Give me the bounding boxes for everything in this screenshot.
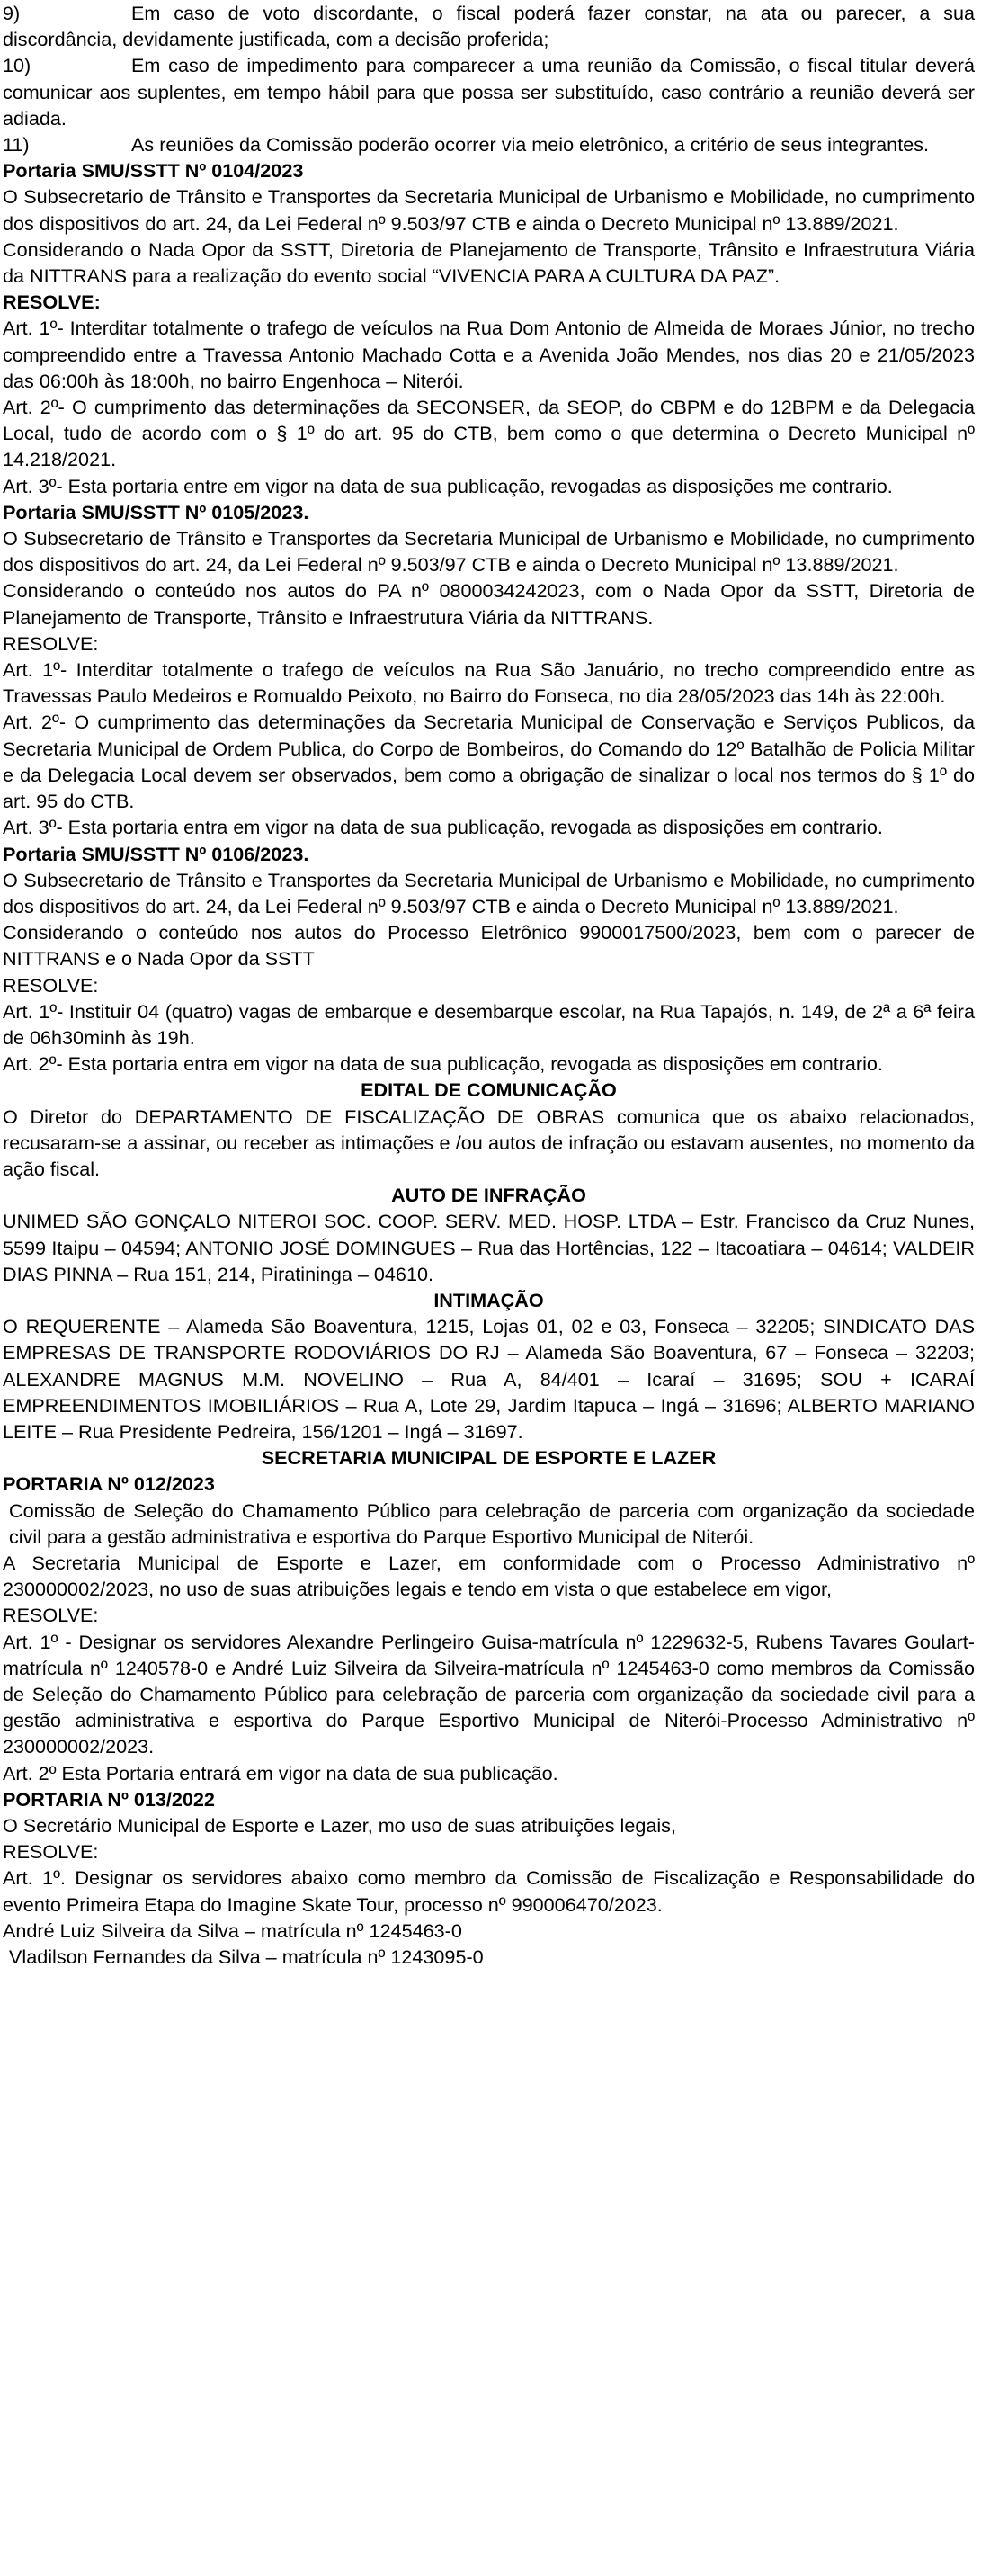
portaria-012-art1: Art. 1º - Designar os servidores Alexandre Perlingeiro Guisa-matrícula nº 1229632-5, Rubens Tavares Goulart-matrícula nº 1240578-0 e André Luiz Silveira da Silveira-matrícula nº 1245463-0 como membros da Comissão de Seleção do Chamamento Público para celebração de parceria com organização da sociedade civil para a gestão administrativa e esportiva do Parque Esportivo Municipal de Niterói-Processo Administrativo nº 230000002/2023. — [3, 1630, 975, 1758]
portaria-013-intro: O Secretário Municipal de Esporte e Lazer, mo uso de suas atribuições legais, — [3, 1814, 676, 1838]
portaria-0104-intro: O Subsecretario de Trânsito e Transportes da Secretaria Municipal de Urbanismo e Mobilidade, no cumprimento dos dispositivos do art. 24, da Lei Federal nº 9.503/97 CTB e ainda o Decreto Municipal nº 13.889/2021. — [3, 185, 975, 235]
portaria-0105-art3: Art. 3º- Esta portaria entra em vigor na data de sua publicação, revogada as disposições em contrario. — [3, 816, 883, 839]
portaria-0106-considerando: Considerando o conteúdo nos autos do Processo Eletrônico 9900017500/2023, bem com o parecer de NITTRANS e o Nada Opor da SSTT — [3, 921, 975, 970]
list-item: 11) As reuniões da Comissão poderão ocorrer via meio eletrônico, a critério de seus integrantes. — [3, 133, 929, 157]
portaria-0104-considerando: Considerando o Nada Opor da SSTT, Diretoria de Planejamento de Transporte, Trânsito e Infraestrutura Viária da NITTRANS para a realização do evento social “VIVENCIA PARA A CULTURA DA PAZ”. — [3, 237, 975, 288]
auto-infracao-heading: AUTO DE INFRAÇÃO — [391, 1184, 586, 1207]
portaria-0104-title: Portaria SMU/SSTT Nº 0104/2023 — [3, 159, 304, 183]
portaria-0104-art2: Art. 2º- O cumprimento das determinações da SECONSER, da SEOP, do CBPM e do 12BPM e da Delegacia Local, tudo de acordo com o § 1º do art. 95 do CTB, bem como o que determina o Decreto Municipal nº 14.218/2021. — [3, 396, 975, 471]
portaria-0106-intro: O Subsecretario de Trânsito e Transportes da Secretaria Municipal de Urbanismo e Mobilidade, no cumprimento dos dispositivos do art. 24, da Lei Federal nº 9.503/97 CTB e ainda o Decreto Municipal nº 13.889/2021. — [3, 868, 975, 917]
portaria-0106-art2: Art. 2º- Esta portaria entra em vigor na data de sua publicação, revogada as disposições em contrario. — [3, 1052, 883, 1076]
portaria-013-art1: Art. 1º. Designar os servidores abaixo como membro da Comissão de Fiscalização e Responsabilidade do evento Primeira Etapa do Imagine Skate Tour, processo nº 990006470/2023. — [3, 1866, 975, 1916]
portaria-0105-title: Portaria SMU/SSTT Nº 0105/2023. — [3, 500, 309, 523]
list-item: 10) Em caso de impedimento para comparecer a uma reunião da Comissão, o fiscal titular deverá comunicar aos suplentes, em tempo hábil para que possa ser substituído, caso contrário a reunião deverá ser adiada. — [3, 54, 975, 130]
portaria-0106-resolve: RESOLVE: — [3, 973, 99, 997]
portaria-0105-considerando: Considerando o conteúdo nos autos do PA nº 0800034242023, com o Nada Opor da SSTT, Diretoria de Planejamento de Transporte, Trânsito e Infraestrutura Viária da NITTRANS. — [3, 579, 975, 629]
esporte-secretaria-heading: SECRETARIA MUNICIPAL DE ESPORTE E LAZER — [261, 1446, 717, 1470]
portaria-0104-resolve: RESOLVE: — [3, 291, 101, 314]
portaria-012-title: PORTARIA Nº 012/2023 — [3, 1472, 215, 1496]
portaria-0106-art1: Art. 1º- Instituir 04 (quatro) vagas de embarque e desembarque escolar, na Rua Tapajós, n. 149, de 2ª a 6ª feira de 06h30minh às 19h. — [3, 999, 975, 1049]
portaria-0106-title: Portaria SMU/SSTT Nº 0106/2023. — [3, 842, 309, 865]
portaria-013-member: Vladilson Fernandes da Silva – matrícula nº 1243095-0 — [9, 1945, 484, 1969]
auto-infracao-list: UNIMED SÃO GONÇALO NITEROI SOC. COOP. SERV. MED. HOSP. LTDA – Estr. Francisco da Cruz Nunes, 5599 Itaipu – 04594; ANTONIO JOSÉ DOMINGUES – Rua das Hortências, 122 – Itacoatiara – 04614; VALDEIR DIAS PINNA – Rua 151, 214, Piratininga – 04610. — [3, 1210, 975, 1285]
portaria-0105-resolve: RESOLVE: — [3, 631, 99, 655]
portaria-0105-intro: O Subsecretario de Trânsito e Transportes da Secretaria Municipal de Urbanismo e Mobilidade, no cumprimento dos dispositivos do art. 24, da Lei Federal nº 9.503/97 CTB e ainda o Decreto Municipal nº 13.889/2021. — [3, 527, 975, 577]
edital-intro: O Diretor do DEPARTAMENTO DE FISCALIZAÇÃO DE OBRAS comunica que os abaixo relacionados, recusaram-se a assinar, ou receber as intimações e /ou autos de infração ou estavam ausentes, no momento da ação fiscal. — [3, 1105, 975, 1180]
intimacao-list: O REQUERENTE – Alameda São Boaventura, 1215, Lojas 01, 02 e 03, Fonseca – 32205; SINDICATO DAS EMPRESAS DE TRANSPORTE RODOVIÁRIOS DO RJ – Alameda São Boaventura, 67 – Fonseca – 32203; ALEXANDRE MAGNUS M.M. NOVELINO – Rua A, 84/401 – Icaraí – 31695; SOU + ICARAÍ EMPREENDIMENTOS IMOBILIÁRIOS – Rua A, Lote 29, Jardim Itapuca – Ingá – 31696; ALBERTO MARIANO LEITE – Rua Presidente Pedreira, 156/1201 – Ingá – 31697. — [3, 1315, 975, 1443]
portaria-0104-art1: Art. 1º- Interditar totalmente o trafego de veículos na Rua Dom Antonio de Almeida de Moraes Júnior, no trecho compreendido entre a Travessa Antonio Machado Cotta e a Avenida João Mendes, nos dias 20 e 21/05/2023 das 06:00h às 18:00h, no bairro Engenhoca – Niterói. — [3, 317, 975, 392]
portaria-012-intro: A Secretaria Municipal de Esporte e Lazer, em conformidade com o Processo Administrativo nº 230000002/2023, no uso de suas atribuições legais e tendo em vista o que estabelece em vigor, — [3, 1551, 975, 1601]
portaria-013-title: PORTARIA Nº 013/2022 — [3, 1787, 215, 1811]
portaria-012-resolve: RESOLVE: — [3, 1604, 99, 1627]
portaria-013-resolve: RESOLVE: — [3, 1840, 99, 1864]
edital-heading: EDITAL DE COMUNICAÇÃO — [361, 1078, 617, 1102]
portaria-0104-art3: Art. 3º- Esta portaria entre em vigor na data de sua publicação, revogadas as disposições me contrario. — [3, 474, 893, 497]
portaria-0105-art1: Art. 1º- Interditar totalmente o trafego de veículos na Rua São Januário, no trecho compreendido entre as Travessas Paulo Medeiros e Romualdo Peixoto, no Bairro do Fonseca, no dia 28/05/2023 das 14h às 22:00h. — [3, 658, 975, 708]
portaria-013-member: André Luiz Silveira da Silva – matrícula nº 1245463-0 — [3, 1919, 462, 1942]
portaria-012-art2: Art. 2º Esta Portaria entrará em vigor na data de sua publicação. — [3, 1761, 558, 1784]
portaria-012-description: Comissão de Seleção do Chamamento Público para celebração de parceria com organização da sociedade civil para a gestão administrativa e esportiva do Parque Esportivo Municipal de Niterói. — [9, 1498, 975, 1548]
intimacao-heading: INTIMAÇÃO — [433, 1288, 544, 1311]
list-item: 9) Em caso de voto discordante, o fiscal poderá fazer constar, na ata ou parecer, a sua discordância, devidamente justificada, com a decisão proferida; — [3, 2, 975, 51]
portaria-0105-art2: Art. 2º- O cumprimento das determinações da Secretaria Municipal de Conservação e Serviços Publicos, da Secretaria Municipal de Ordem Publica, do Corpo de Bombeiros, do Comando do 12º Batalhão de Policia Militar e da Delegacia Local devem ser observados, bem como a obrigação de sinalizar o local nos termos do § 1º do art. 95 do CTB. — [3, 711, 975, 813]
